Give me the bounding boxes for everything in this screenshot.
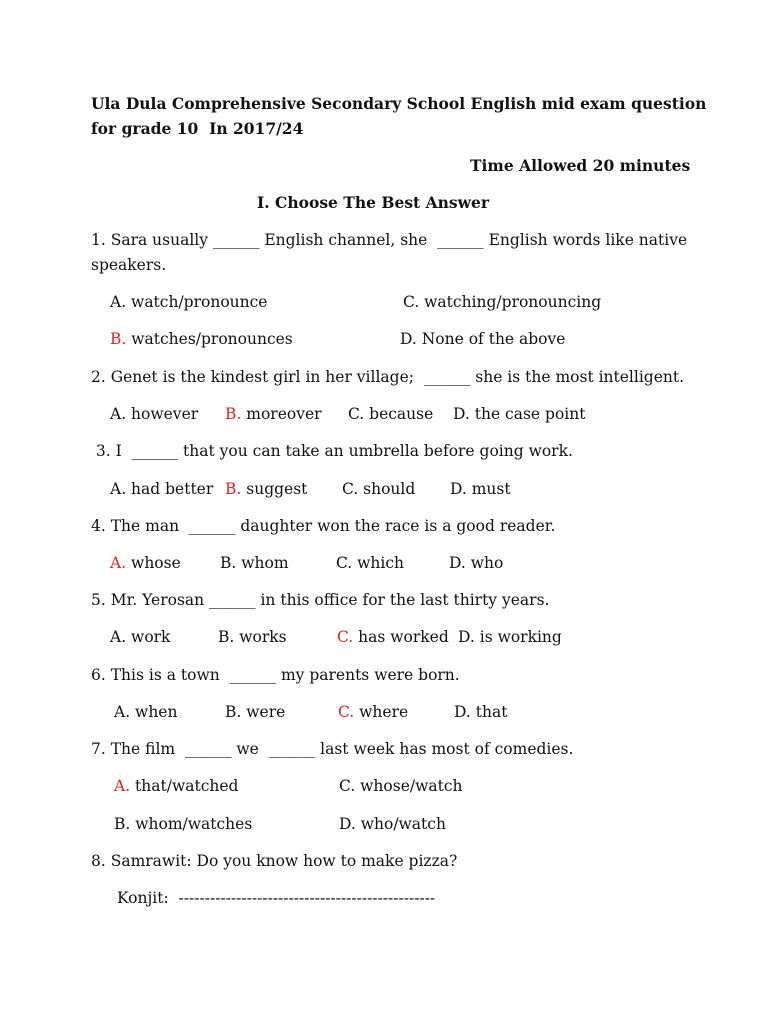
option-text: whose/watch xyxy=(355,777,463,795)
option-letter: C. xyxy=(336,554,353,572)
option-text: that xyxy=(470,703,508,721)
option-letter: C. xyxy=(348,405,365,423)
option-text: is working xyxy=(474,628,562,646)
option-text: that/watched xyxy=(130,777,239,795)
question-6-stem: 6. This is a town ______ my parents were born. xyxy=(91,666,460,684)
question-3-option-b xyxy=(225,479,307,499)
question-4-stem: 4. The man ______ daughter won the race is a good reader. xyxy=(91,517,556,535)
answer-letter: A. xyxy=(114,777,131,795)
option-text: None of the above xyxy=(416,330,566,348)
question-5-option-c xyxy=(337,627,449,647)
time-allowed: Time Allowed 20 minutes xyxy=(470,156,691,175)
question-7-stem: 7. The film ______ we ______ last week has most of comedies. xyxy=(91,740,574,758)
exam-title-line2: for grade 10 In 2017/24 xyxy=(91,119,304,138)
question-8-stem: 8. Samrawit: Do you know how to make pizza? xyxy=(91,852,458,870)
option-text: where xyxy=(354,703,409,721)
option-letter: C. xyxy=(403,293,420,311)
option-letter: D. xyxy=(454,703,471,721)
option-letter: B. xyxy=(218,628,235,646)
question-3-option-c xyxy=(342,479,415,499)
question-2-option-b xyxy=(225,404,322,424)
question-4-option-c xyxy=(336,553,404,573)
option-letter: B. xyxy=(114,815,131,833)
question-8-reply: Konjit: ------------------------------------------------- xyxy=(117,889,436,907)
question-4-option-b xyxy=(220,553,289,573)
option-letter: A. xyxy=(114,703,131,721)
question-3-option-d xyxy=(450,479,511,499)
option-text: were xyxy=(241,703,286,721)
question-5-option-d xyxy=(458,627,562,647)
option-text: should xyxy=(358,480,416,498)
option-text: which xyxy=(352,554,405,572)
option-text: whose xyxy=(126,554,181,572)
question-7-option-d xyxy=(339,814,446,834)
exam-title-line1: Ula Dula Comprehensive Secondary School English mid exam question xyxy=(91,94,707,113)
option-letter: C. xyxy=(342,480,359,498)
question-1-stem-line1: 1. Sara usually ______ English channel, she ______ English words like native xyxy=(91,231,688,249)
question-7-option-b xyxy=(114,814,252,834)
section-title: I. Choose The Best Answer xyxy=(257,193,490,212)
option-text: suggest xyxy=(241,480,308,498)
option-text: has worked xyxy=(353,628,449,646)
option-text: work xyxy=(126,628,171,646)
option-text: works xyxy=(234,628,287,646)
question-3-option-a xyxy=(110,479,213,499)
option-text: who/watch xyxy=(355,815,446,833)
option-letter: C. xyxy=(339,777,356,795)
question-6-option-a xyxy=(114,702,177,722)
option-text: when xyxy=(130,703,178,721)
question-6-option-c xyxy=(338,702,408,722)
question-5-option-b xyxy=(218,627,287,647)
option-letter: A. xyxy=(110,405,127,423)
option-letter: D. xyxy=(453,405,470,423)
answer-letter: B. xyxy=(225,480,242,498)
question-5-stem: 5. Mr. Yerosan ______ in this office for the last thirty years. xyxy=(91,591,550,609)
question-6-option-b xyxy=(225,702,285,722)
question-7-option-a xyxy=(114,776,238,796)
question-2-option-d xyxy=(453,404,585,424)
question-3-stem: 3. I ______ that you can take an umbrella before going work. xyxy=(91,442,573,460)
option-text: however xyxy=(126,405,199,423)
option-letter: D. xyxy=(450,480,467,498)
question-1-option-b xyxy=(110,329,293,349)
question-4-option-a xyxy=(110,553,181,573)
option-text: because xyxy=(364,405,434,423)
question-1-option-c xyxy=(403,292,601,312)
question-2-stem: 2. Genet is the kindest girl in her village; ______ she is the most intelligent. xyxy=(91,368,685,386)
option-text: watches/pronounces xyxy=(126,330,293,348)
question-1-option-d xyxy=(400,329,565,349)
question-5-option-a xyxy=(110,627,170,647)
answer-letter: B. xyxy=(225,405,242,423)
option-letter: A. xyxy=(110,293,127,311)
answer-letter: C. xyxy=(338,703,355,721)
question-4-option-d xyxy=(449,553,503,573)
question-6-option-d xyxy=(454,702,507,722)
option-text: moreover xyxy=(241,405,322,423)
question-1-option-a xyxy=(110,292,267,312)
option-text: who xyxy=(465,554,504,572)
question-7-option-c xyxy=(339,776,463,796)
option-letter: D. xyxy=(458,628,475,646)
answer-letter: C. xyxy=(337,628,354,646)
option-letter: A. xyxy=(110,628,127,646)
option-letter: D. xyxy=(449,554,466,572)
option-letter: B. xyxy=(220,554,237,572)
option-text: whom/watches xyxy=(130,815,253,833)
option-letter: A. xyxy=(110,480,127,498)
option-letter: D. xyxy=(400,330,417,348)
question-2-option-a xyxy=(110,404,198,424)
option-letter: B. xyxy=(225,703,242,721)
answer-letter: B. xyxy=(110,330,127,348)
question-1-stem-line2: speakers. xyxy=(91,256,167,274)
option-letter: D. xyxy=(339,815,356,833)
option-text: the case point xyxy=(469,405,586,423)
option-text: watching/pronouncing xyxy=(419,293,602,311)
question-2-option-c xyxy=(348,404,433,424)
option-text: must xyxy=(466,480,511,498)
answer-letter: A. xyxy=(110,554,127,572)
option-text: had better xyxy=(126,480,214,498)
option-text: watch/pronounce xyxy=(126,293,268,311)
option-text: whom xyxy=(236,554,289,572)
